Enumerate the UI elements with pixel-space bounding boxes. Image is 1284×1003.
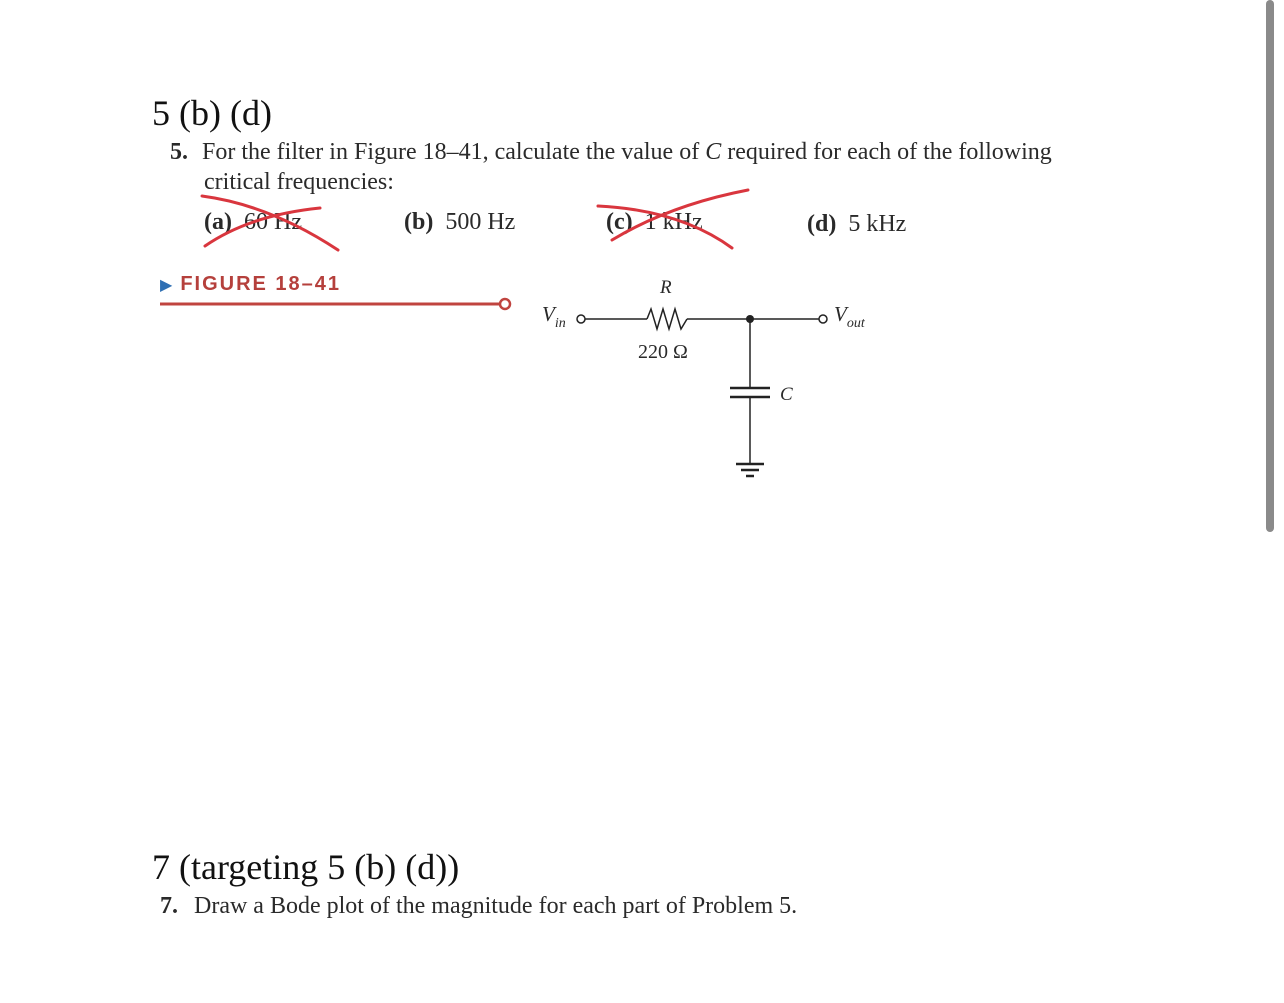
option-letter: (d)	[807, 211, 837, 237]
problem-variable: C	[705, 139, 722, 165]
cross-out-a	[202, 196, 338, 250]
resistor-label: R	[660, 277, 672, 298]
option-value: 5 kHz	[848, 211, 907, 237]
option-letter: (a)	[204, 209, 232, 235]
option-value: 1 kHz	[644, 209, 703, 235]
option-letter: (c)	[606, 209, 633, 235]
option-value: 500 Hz	[445, 209, 516, 235]
resistor-value: 220 Ω	[638, 341, 688, 363]
figure-label-text: FIGURE 18–41	[180, 273, 342, 295]
problem-7	[160, 893, 797, 920]
section-heading-2: 7 (targeting 5 (b) (d))	[152, 847, 460, 887]
problem-number: 5.	[170, 139, 188, 165]
scrollbar[interactable]	[1266, 0, 1274, 532]
problem-number: 7.	[160, 893, 178, 919]
triangle-icon: ▶	[160, 277, 173, 294]
problem-text-end: required for each of the following	[727, 139, 1052, 165]
vin-terminal	[577, 315, 585, 323]
capacitor-label: C	[780, 384, 793, 405]
option-letter: (b)	[404, 209, 434, 235]
problem-5-line-2: critical frequencies:	[204, 169, 394, 195]
resistor-icon	[647, 309, 687, 329]
problem-text: For the filter in Figure 18–41, calculate the value of	[202, 139, 700, 165]
vin-label: $V_{in}$	[542, 302, 566, 331]
vout-terminal	[819, 315, 827, 323]
option-value: 60 Hz	[243, 209, 302, 235]
problem-text: Draw a Bode plot of the magnitude for each part of Problem 5.	[194, 893, 798, 919]
figure-rule	[160, 299, 510, 309]
vout-label: $V_{out}$	[834, 302, 865, 331]
section-heading: 5 (b) (d)	[152, 93, 272, 133]
cross-out-c	[598, 190, 748, 248]
